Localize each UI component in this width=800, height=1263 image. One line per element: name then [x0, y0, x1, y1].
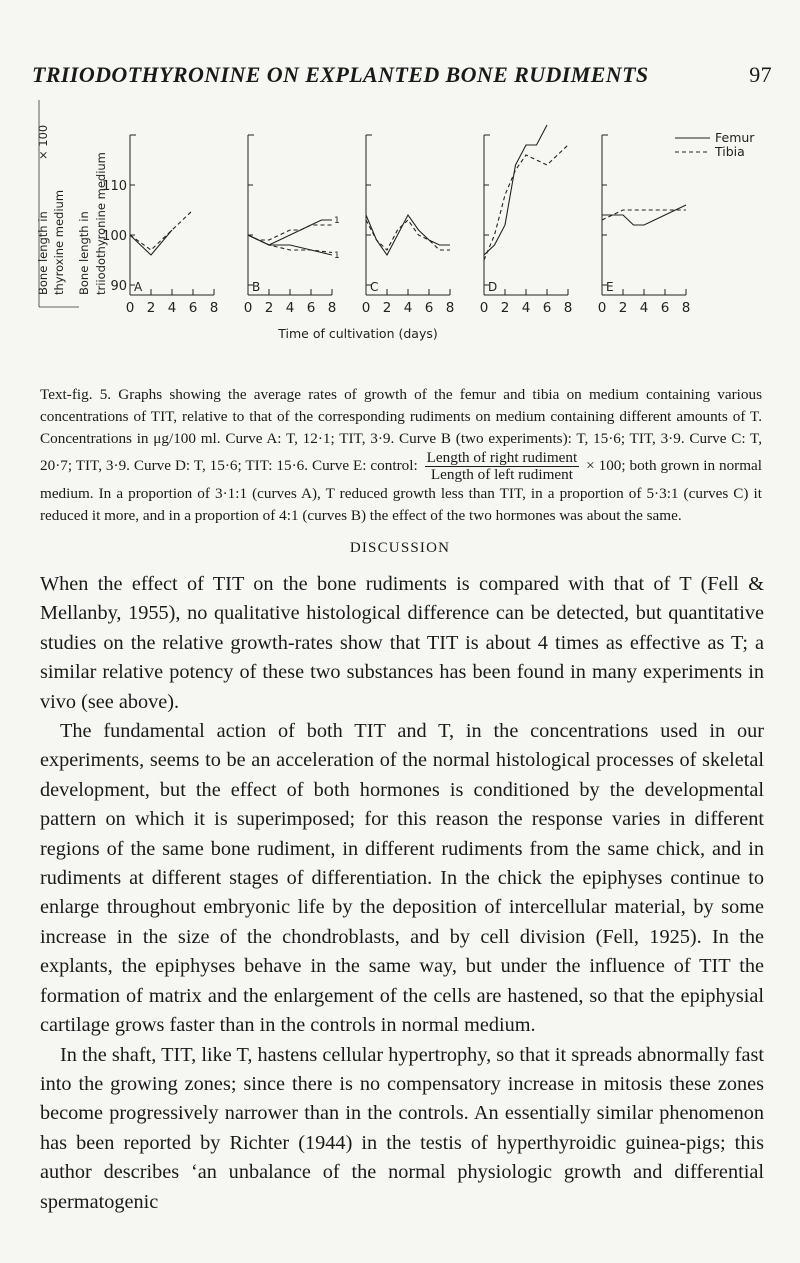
x-tick-label: 0	[597, 300, 607, 316]
x-tick-label: 2	[618, 300, 628, 316]
panel-e	[598, 135, 691, 316]
x-tick-label: 2	[382, 300, 392, 316]
x-tick-label: 4	[639, 300, 649, 316]
running-title: TRIIODOTHYRONINE ON EXPLANTED BONE RUDIMENTS	[32, 62, 649, 87]
x-tick-label: 0	[361, 300, 371, 316]
x-tick-label: 4	[521, 300, 531, 316]
page-number: 97	[749, 62, 772, 87]
y-label-line: Bone length in	[36, 211, 50, 295]
panel-b	[244, 135, 340, 316]
chart-panels	[102, 125, 690, 316]
x-tick-label: 6	[660, 300, 670, 316]
paragraph-3: In the shaft, TIT, like T, hastens cellular hypertrophy, so that it spreads abnormally fast into the growing zones; since there is no compensatory increase in mitosis these zones become progressively narrower than in the controls. An essentially similar phenomenon has been reported by Richter (1944) in the testis of hyperthyroidic guinea-pigs; this author describes ‘an unbalance of the normal physiologic growth and differential spermatogenic	[40, 1043, 764, 1213]
legend-label-tibia: Tibia	[715, 144, 745, 159]
caption-part-1: Text-fig. 5. Graphs showing the average rates of growth of the femur and tibia on medium containing various concentrations of TIT, relative to that of the corresponding rudiments on medium containing different amounts of T. Concentrations in μg/100 ml. Curve A: T, 12·1; TIT, 3·9. Curve B (two experiments): T, 15·6; TIT, 3·9. Curve C: T, 20·7; TIT, 3·9. Curve D: T, 15·6; TIT: 15·6. Curve E: control:	[40, 386, 762, 474]
panel-a	[102, 135, 218, 316]
y-label-line: thyroxine medium	[52, 189, 66, 295]
panel-label: D	[488, 280, 498, 294]
curve-annotation: 1	[334, 216, 340, 226]
femur-line	[130, 230, 172, 255]
caption-part-2: × 100; both grown in normal medium. In a proportion of 3·1:1 (curves A), T reduced growth less than TIT, in a proportion of 5·3:1 (curves C) it reduced it more, and in a proportion of 4:1 (curves B) the effect of the two hormones was about the same.	[40, 456, 762, 524]
legend-label-femur: Femur	[715, 130, 755, 145]
panel-label: E	[606, 280, 614, 294]
tibia-line	[366, 220, 450, 250]
growth-rate-figure	[25, 100, 785, 345]
panel-label: B	[252, 280, 261, 294]
caption-fraction	[425, 450, 580, 483]
running-header	[32, 62, 772, 86]
panel-d	[480, 125, 573, 316]
x-tick-label: 8	[563, 300, 573, 316]
y-tick-label: 90	[110, 279, 127, 294]
femur-line	[366, 215, 450, 255]
body-text	[40, 570, 764, 1217]
x-tick-label: 8	[445, 300, 455, 316]
x-tick-label: 4	[167, 300, 177, 316]
panel-c	[362, 135, 455, 316]
x-tick-label: 8	[209, 300, 219, 316]
y-axis-labels	[36, 100, 108, 307]
tibia-line	[484, 145, 568, 260]
figure-caption	[40, 384, 762, 527]
x-tick-label: 6	[424, 300, 434, 316]
x-tick-label: 4	[403, 300, 413, 316]
x-tick-label: 6	[542, 300, 552, 316]
x-tick-label: 0	[125, 300, 135, 316]
x-tick-label: 8	[681, 300, 691, 316]
x-tick-label: 2	[146, 300, 156, 316]
x-axis-label: Time of cultivation (days)	[278, 326, 438, 341]
femur-line	[248, 235, 332, 255]
y-tick-label: 100	[102, 229, 127, 244]
y-label-multiplier: × 100	[36, 124, 50, 160]
x-tick-label: 8	[327, 300, 337, 316]
femur-line	[484, 125, 547, 255]
tibia-line	[248, 225, 332, 240]
x-tick-label: 6	[188, 300, 198, 316]
panel-label: C	[370, 280, 379, 294]
x-tick-label: 0	[479, 300, 489, 316]
x-tick-label: 0	[243, 300, 253, 316]
panel-label: A	[134, 280, 143, 294]
fraction-denominator: Length of left rudiment	[430, 466, 573, 483]
fraction-numerator: Length of right rudiment	[426, 449, 578, 466]
tibia-line	[248, 235, 332, 253]
section-heading: DISCUSSION	[349, 540, 451, 556]
x-tick-label: 2	[264, 300, 274, 316]
y-tick-label: 110	[102, 179, 127, 194]
paragraph-2: The fundamental action of both TIT and T, in the concentrations used in our experiments, seems to be an acceleration of the normal histological processes of skeletal development, but the effect of both hormones is conditioned by the developmental pattern on which it is superimposed; for this reason the response varies in different regions of the same bone rudiment, in different rudiments from the same chick, and in rudiments at different stages of differentiation. In the chick the epiphyses continue to enlarge throughout embryonic life by the deposition of intercellular material, by some increase in the size of the chondroblasts, and by cell division (Fell, 1925). In the explants, the epiphyses behave in the same way, but under the influence of TIT the formation of matrix and the enlargement of the cells are hastened, so that the epiphysial cartilage grows faster than in the controls in normal medium.	[40, 720, 764, 1037]
y-label-line: triiodothyronine medium	[94, 152, 108, 295]
femur-line	[602, 205, 686, 225]
x-tick-label: 2	[500, 300, 510, 316]
x-tick-label: 4	[285, 300, 295, 316]
curve-annotation: 1	[334, 251, 340, 261]
paragraph-1: When the effect of TIT on the bone rudiments is compared with that of T (Fell & Mellanby, 1955), no qualitative histological difference can be detected, but quantitative studies on the relative growth-rates show that TIT is about 4 times as effective as T; a similar relative potency of these two substances has been found in many experiments in vivo (see above).	[40, 573, 764, 713]
chart-legend	[675, 130, 755, 159]
x-tick-label: 6	[306, 300, 316, 316]
y-label-line: Bone length in	[77, 211, 91, 295]
